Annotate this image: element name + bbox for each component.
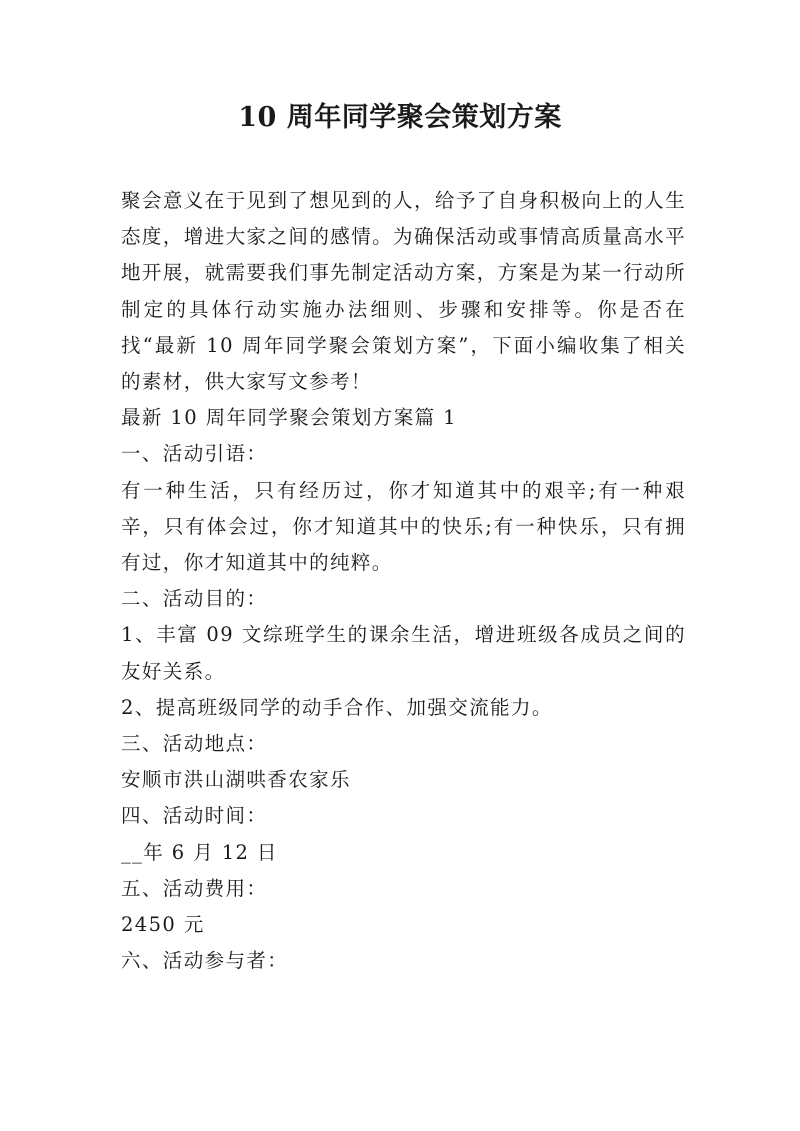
cost-text: 2450 元 [121, 913, 205, 937]
purpose-item-2: 2、提高班级同学的动手合作、加强交流能力。 [121, 695, 553, 719]
document-title: 10 周年同学聚会策划方案 [238, 102, 562, 133]
part-heading: 最新 10 周年同学聚会策划方案篇 1 [121, 406, 457, 430]
location-text: 安顺市洪山湖哄香农家乐 [121, 768, 351, 792]
section-heading-participants: 六、活动参与者： [121, 949, 289, 973]
time-text: __年 6 月 12 日 [121, 840, 278, 864]
section-heading-location: 三、活动地点： [121, 732, 268, 756]
section-heading-time: 四、活动时间： [121, 804, 268, 828]
document-body [121, 183, 686, 979]
section-heading-cost: 五、活动费用： [121, 876, 268, 900]
purpose-item-1: 1、丰富 09 文综班学生的课余生活，增进班级各成员之间的友好关系。 [121, 623, 686, 683]
section-text-intro-quote: 有一种生活，只有经历过，你才知道其中的艰辛;有一种艰辛，只有体会过，你才知道其中的快乐;有一种快乐，只有拥有过，你才知道其中的纯粹。 [121, 478, 686, 575]
section-heading-purpose: 二、活动目的： [121, 587, 268, 611]
section-heading-intro-quote: 一、活动引语： [121, 442, 268, 466]
intro-paragraph: 聚会意义在于见到了想见到的人，给予了自身积极向上的人生态度，增进大家之间的感情。为确保活动或事情高质量高水平地开展，就需要我们事先制定活动方案，方案是为某一行动所制定的具体行动实施办法细则、步骤和安排等。你是否在找“最新 10 周年同学聚会策划方案”，下面小编收集了相关的素材，供大家写文参考！ [121, 189, 686, 394]
